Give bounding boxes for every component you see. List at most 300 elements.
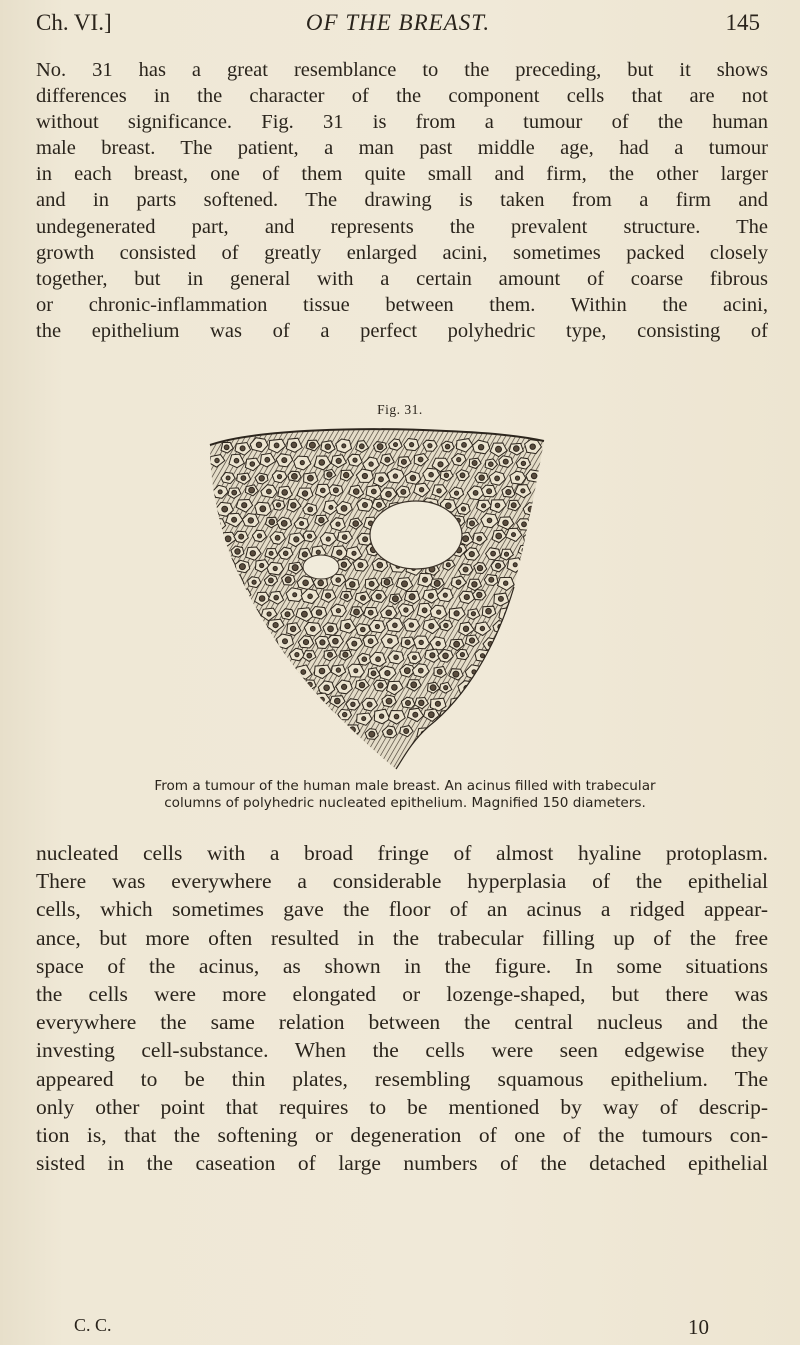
cell-nucleus bbox=[240, 716, 244, 720]
cell-nucleus bbox=[409, 594, 415, 600]
cell-nucleus bbox=[472, 699, 477, 704]
cell-nucleus bbox=[252, 700, 258, 706]
epithelial-cell bbox=[254, 682, 268, 694]
epithelial-cell bbox=[458, 713, 474, 726]
cell-nucleus bbox=[285, 612, 290, 617]
cell-nucleus bbox=[430, 685, 436, 691]
cell-nucleus bbox=[368, 610, 373, 615]
cell-nucleus bbox=[302, 491, 307, 496]
cell-nucleus bbox=[522, 672, 527, 677]
cell-nucleus bbox=[377, 502, 382, 507]
epithelial-cell bbox=[209, 637, 224, 649]
cell-nucleus bbox=[530, 444, 535, 449]
cell-nucleus bbox=[444, 713, 450, 719]
cell-nucleus bbox=[394, 714, 399, 719]
cell-nucleus bbox=[486, 608, 492, 614]
paragraph-2 bbox=[36, 839, 768, 1177]
cell-nucleus bbox=[291, 687, 295, 691]
epithelial-cell bbox=[247, 609, 261, 620]
cell-nucleus bbox=[388, 639, 393, 644]
text-line: nucleated cells with a broad fringe of almost hyaline protoplasm. bbox=[36, 841, 768, 865]
cell-nucleus bbox=[336, 458, 341, 463]
cell-nucleus bbox=[453, 671, 459, 677]
cell-nucleus bbox=[495, 476, 500, 481]
cell-nucleus bbox=[293, 593, 297, 597]
epithelial-cell bbox=[281, 696, 296, 709]
cell-nucleus bbox=[394, 655, 399, 660]
epithelial-cell bbox=[483, 668, 497, 680]
cell-nucleus bbox=[325, 444, 330, 449]
cell-nucleus bbox=[222, 506, 228, 512]
cell-nucleus bbox=[225, 536, 231, 542]
epithelial-cell bbox=[435, 726, 449, 738]
cell-nucleus bbox=[235, 728, 239, 732]
cell-nucleus bbox=[491, 551, 496, 556]
cell-nucleus bbox=[446, 563, 450, 567]
cell-nucleus bbox=[445, 444, 450, 449]
epithelial-cell bbox=[228, 636, 244, 649]
cell-nucleus bbox=[422, 608, 427, 613]
epithelial-cell bbox=[316, 727, 330, 738]
cell-nucleus bbox=[336, 609, 340, 613]
epithelial-cell bbox=[465, 695, 482, 709]
epithelial-cell bbox=[473, 682, 490, 697]
cell-nucleus bbox=[385, 671, 390, 676]
page-number-top: 145 bbox=[725, 10, 760, 35]
cell-nucleus bbox=[487, 489, 492, 494]
cell-nucleus bbox=[469, 552, 474, 557]
cell-nucleus bbox=[443, 653, 449, 659]
cell-nucleus bbox=[404, 608, 408, 612]
epithelial-cell bbox=[214, 549, 228, 561]
cell-nucleus bbox=[290, 626, 295, 631]
cell-nucleus bbox=[478, 445, 483, 450]
cell-nucleus bbox=[494, 656, 499, 661]
cell-nucleus bbox=[528, 506, 534, 512]
cell-nucleus bbox=[371, 671, 376, 676]
cell-nucleus bbox=[318, 580, 324, 586]
cell-nucleus bbox=[530, 713, 535, 718]
cell-nucleus bbox=[392, 596, 398, 602]
cell-nucleus bbox=[503, 459, 508, 464]
epithelial-cell bbox=[210, 666, 224, 678]
cell-nucleus bbox=[413, 712, 418, 717]
cell-nucleus bbox=[281, 521, 287, 527]
epithelial-cell bbox=[502, 698, 516, 709]
cell-nucleus bbox=[321, 488, 326, 493]
cell-nucleus bbox=[342, 444, 346, 448]
cell-nucleus bbox=[235, 549, 240, 554]
cell-nucleus bbox=[310, 626, 315, 631]
epithelial-cell bbox=[511, 592, 523, 603]
cell-nucleus bbox=[472, 461, 477, 466]
cell-nucleus bbox=[434, 580, 440, 586]
cell-nucleus bbox=[504, 552, 508, 556]
cell-nucleus bbox=[379, 714, 383, 718]
epithelial-cell bbox=[498, 664, 514, 677]
cell-nucleus bbox=[376, 657, 381, 662]
cell-nucleus bbox=[252, 637, 257, 642]
cell-nucleus bbox=[282, 458, 287, 463]
cell-nucleus bbox=[498, 596, 503, 601]
cell-nucleus bbox=[514, 446, 520, 452]
cell-nucleus bbox=[291, 503, 296, 508]
cell-nucleus bbox=[226, 656, 230, 660]
hatch-line bbox=[196, 427, 206, 772]
cell-nucleus bbox=[242, 623, 247, 628]
epithelial-cell bbox=[499, 726, 514, 739]
epithelial-cell bbox=[417, 728, 431, 740]
cell-nucleus bbox=[320, 697, 325, 702]
epithelial-cell bbox=[234, 589, 251, 602]
cell-nucleus bbox=[480, 654, 484, 658]
epithelial-cell bbox=[528, 563, 542, 575]
epithelial-cell bbox=[439, 710, 455, 723]
cell-nucleus bbox=[343, 652, 348, 657]
cell-nucleus bbox=[218, 700, 222, 704]
cell-nucleus bbox=[267, 489, 272, 494]
text-line: undegenerated part, and represents the prevalent structure. The bbox=[36, 215, 768, 238]
cell-nucleus bbox=[361, 595, 366, 600]
text-line: the cells were more elongated or lozenge-shaped, but there was bbox=[36, 982, 768, 1007]
cell-nucleus bbox=[353, 458, 357, 462]
cell-nucleus bbox=[423, 577, 428, 582]
cell-nucleus bbox=[240, 446, 245, 451]
paragraph-1 bbox=[36, 57, 768, 344]
cell-nucleus bbox=[489, 577, 494, 582]
epithelial-cell bbox=[212, 574, 229, 587]
cell-nucleus bbox=[454, 491, 458, 495]
cell-nucleus bbox=[472, 582, 477, 587]
cell-nucleus bbox=[269, 578, 274, 583]
cell-nucleus bbox=[437, 489, 441, 493]
cell-nucleus bbox=[239, 564, 245, 570]
text-line: differences in the character of the component cells that are not bbox=[36, 85, 768, 108]
cell-nucleus bbox=[311, 715, 316, 720]
cell-nucleus bbox=[358, 563, 363, 568]
epithelial-cell bbox=[508, 622, 524, 635]
cell-nucleus bbox=[515, 713, 520, 718]
cell-nucleus bbox=[473, 491, 478, 496]
cell-nucleus bbox=[409, 623, 413, 627]
epithelial-cell bbox=[491, 711, 508, 725]
epithelial-cell bbox=[299, 698, 313, 709]
epithelial-cell bbox=[221, 653, 234, 663]
cell-nucleus bbox=[240, 592, 245, 597]
cell-nucleus bbox=[218, 490, 222, 494]
cell-nucleus bbox=[532, 686, 538, 692]
cell-nucleus bbox=[378, 683, 383, 688]
cell-nucleus bbox=[404, 668, 410, 674]
text-line: sisted in the caseation of large numbers of the detached epithelial bbox=[36, 1151, 768, 1176]
cell-nucleus bbox=[444, 686, 448, 690]
cell-nucleus bbox=[522, 701, 528, 707]
cell-nucleus bbox=[454, 731, 460, 737]
cell-nucleus bbox=[337, 550, 342, 555]
cell-nucleus bbox=[463, 536, 469, 542]
cell-nucleus bbox=[276, 503, 280, 507]
cell-nucleus bbox=[282, 490, 288, 496]
cell-nucleus bbox=[522, 731, 526, 735]
cell-nucleus bbox=[392, 685, 398, 691]
cell-nucleus bbox=[249, 487, 255, 493]
epithelial-cell bbox=[252, 622, 265, 634]
cell-nucleus bbox=[260, 715, 264, 719]
epithelial-cell bbox=[331, 727, 343, 737]
cell-nucleus bbox=[531, 594, 536, 599]
cell-nucleus bbox=[512, 533, 516, 537]
text-line: together, but in general with a certain amount of coarse fibrous bbox=[36, 267, 768, 290]
cell-nucleus bbox=[241, 476, 246, 481]
cell-nucleus bbox=[379, 477, 384, 482]
cell-nucleus bbox=[515, 684, 519, 688]
cell-nucleus bbox=[521, 489, 525, 493]
cell-nucleus bbox=[302, 552, 307, 557]
cell-nucleus bbox=[528, 537, 532, 541]
cell-nucleus bbox=[496, 563, 501, 568]
cell-nucleus bbox=[294, 537, 299, 542]
epithelial-cell bbox=[278, 667, 294, 680]
cell-nucleus bbox=[405, 640, 410, 645]
text-line: in each breast, one of them quite small and firm, the other larger bbox=[36, 163, 768, 186]
cell-nucleus bbox=[490, 728, 495, 733]
cell-nucleus bbox=[273, 623, 278, 628]
text-line: everywhere the same relation between the central nucleus and the bbox=[36, 1010, 768, 1035]
cell-nucleus bbox=[258, 685, 264, 691]
cell-nucleus bbox=[260, 506, 266, 512]
epithelial-cell bbox=[227, 665, 241, 677]
cell-nucleus bbox=[410, 443, 414, 447]
cell-nucleus bbox=[477, 592, 482, 597]
epithelial-cell bbox=[265, 666, 278, 677]
epithelial-cell bbox=[519, 605, 533, 617]
epithelial-cell bbox=[226, 696, 242, 709]
epithelial-cell bbox=[222, 594, 235, 605]
epithelial-cell bbox=[516, 639, 530, 650]
cell-nucleus bbox=[234, 579, 238, 583]
cell-nucleus bbox=[506, 490, 511, 495]
cell-nucleus bbox=[231, 668, 236, 673]
cell-nucleus bbox=[532, 566, 537, 571]
cell-nucleus bbox=[361, 627, 366, 632]
epithelial-cell bbox=[450, 728, 466, 741]
cell-nucleus bbox=[521, 461, 525, 465]
epithelial-cell bbox=[468, 724, 483, 736]
cell-nucleus bbox=[269, 642, 273, 646]
hatch-line bbox=[196, 427, 211, 772]
cell-nucleus bbox=[300, 522, 304, 526]
epithelial-cell bbox=[526, 591, 542, 604]
cell-nucleus bbox=[308, 594, 313, 599]
chapter-marker: Ch. VI.] bbox=[36, 10, 112, 35]
cell-nucleus bbox=[430, 653, 435, 658]
cell-nucleus bbox=[377, 444, 383, 450]
epithelial-cell bbox=[508, 679, 525, 693]
cell-nucleus bbox=[363, 537, 368, 542]
cell-nucleus bbox=[226, 562, 231, 567]
cell-nucleus bbox=[345, 623, 350, 628]
cell-nucleus bbox=[269, 551, 273, 555]
cell-nucleus bbox=[406, 701, 411, 706]
cell-nucleus bbox=[341, 562, 346, 567]
cell-nucleus bbox=[428, 444, 432, 448]
epithelial-cell bbox=[476, 713, 491, 725]
cell-nucleus bbox=[446, 503, 452, 509]
cell-nucleus bbox=[335, 698, 341, 704]
cell-nucleus bbox=[369, 462, 373, 466]
epithelial-cell bbox=[510, 710, 523, 721]
figure-caption bbox=[60, 778, 750, 812]
cell-nucleus bbox=[463, 716, 468, 721]
cell-nucleus bbox=[418, 457, 423, 462]
cell-nucleus bbox=[353, 489, 359, 495]
cell-nucleus bbox=[354, 669, 358, 673]
cell-nucleus bbox=[328, 652, 333, 657]
cell-nucleus bbox=[283, 639, 288, 644]
epithelial-cell bbox=[524, 709, 540, 722]
cell-nucleus bbox=[394, 443, 398, 447]
epithelial-cell bbox=[261, 699, 274, 709]
cell-nucleus bbox=[482, 504, 486, 508]
cell-nucleus bbox=[487, 518, 492, 523]
cell-nucleus bbox=[343, 712, 347, 716]
cell-nucleus bbox=[353, 521, 359, 527]
cell-nucleus bbox=[486, 698, 491, 703]
cell-nucleus bbox=[393, 623, 398, 628]
cell-nucleus bbox=[429, 472, 434, 477]
cell-nucleus bbox=[326, 593, 331, 598]
cell-nucleus bbox=[219, 729, 223, 733]
cell-nucleus bbox=[273, 566, 277, 570]
cell-nucleus bbox=[303, 580, 309, 586]
cell-nucleus bbox=[437, 669, 442, 674]
text-line: space of the acinus, as shown in the figure. In some situations bbox=[36, 953, 768, 978]
cell-nucleus bbox=[496, 533, 502, 539]
signature-mark: C. C. bbox=[74, 1315, 112, 1335]
cell-nucleus bbox=[328, 626, 334, 632]
cell-nucleus bbox=[470, 521, 475, 526]
cell-nucleus bbox=[276, 687, 280, 691]
cell-nucleus bbox=[324, 685, 330, 691]
cell-nucleus bbox=[386, 491, 392, 497]
cell-nucleus bbox=[342, 684, 347, 689]
page-number-bottom: 10 bbox=[688, 1315, 709, 1339]
cell-nucleus bbox=[362, 473, 367, 478]
cell-nucleus bbox=[454, 641, 460, 647]
epithelial-cell bbox=[247, 634, 262, 646]
cell-nucleus bbox=[520, 641, 525, 646]
cell-nucleus bbox=[351, 702, 355, 706]
epithelial-cell bbox=[221, 710, 238, 723]
cell-nucleus bbox=[308, 507, 313, 512]
cell-nucleus bbox=[479, 475, 484, 480]
epithelial-cell bbox=[235, 711, 250, 723]
epithelial-cell bbox=[517, 727, 533, 739]
cell-nucleus bbox=[257, 654, 262, 659]
cell-nucleus bbox=[239, 534, 244, 539]
text-line: growth consisted of greatly enlarged acini, sometimes packed closely bbox=[36, 241, 768, 264]
text-line: only other point that requires to be mentioned by way of descrip- bbox=[36, 1094, 768, 1119]
cell-nucleus bbox=[308, 534, 312, 538]
text-line: and in parts softened. The drawing is taken from a firm and bbox=[36, 189, 768, 212]
epithelial-cell bbox=[278, 728, 293, 740]
cell-nucleus bbox=[504, 581, 508, 585]
cell-nucleus bbox=[274, 443, 279, 448]
cell-nucleus bbox=[507, 701, 511, 705]
acinus-lumen bbox=[303, 555, 339, 579]
cell-nucleus bbox=[291, 442, 297, 448]
cell-nucleus bbox=[276, 713, 282, 719]
cell-nucleus bbox=[242, 503, 247, 508]
acinus-lumen bbox=[370, 501, 462, 569]
epithelial-cell bbox=[287, 710, 304, 723]
cell-nucleus bbox=[464, 595, 469, 600]
cell-nucleus bbox=[504, 730, 508, 734]
cell-nucleus bbox=[292, 474, 298, 480]
text-line: ance, but more often resulted in the trabecular filling up of the free bbox=[36, 925, 768, 950]
cell-nucleus bbox=[344, 472, 349, 477]
cell-nucleus bbox=[481, 717, 486, 722]
cell-nucleus bbox=[367, 702, 372, 707]
cell-nucleus bbox=[336, 522, 340, 526]
cell-nucleus bbox=[419, 640, 423, 644]
cell-nucleus bbox=[308, 682, 313, 687]
text-line: tion is, that the softening or degeneration of one of the tumours con- bbox=[36, 1123, 768, 1148]
text-line: appeared to be thin plates, resembling squamous epithelium. The bbox=[36, 1066, 768, 1091]
cell-nucleus bbox=[344, 594, 348, 598]
epithelial-cell bbox=[516, 667, 533, 681]
cell-nucleus bbox=[304, 700, 309, 705]
cell-nucleus bbox=[326, 537, 330, 541]
cell-nucleus bbox=[477, 536, 482, 541]
cell-nucleus bbox=[375, 624, 379, 628]
epithelial-cell bbox=[491, 683, 504, 694]
cell-nucleus bbox=[265, 457, 270, 462]
cell-nucleus bbox=[369, 731, 375, 737]
cell-nucleus bbox=[292, 565, 298, 571]
cell-nucleus bbox=[226, 596, 231, 601]
cell-nucleus bbox=[359, 444, 364, 449]
cell-nucleus bbox=[463, 567, 468, 572]
cell-nucleus bbox=[234, 458, 239, 463]
cell-nucleus bbox=[439, 729, 444, 734]
cell-nucleus bbox=[300, 461, 304, 465]
cell-nucleus bbox=[463, 626, 468, 631]
cell-nucleus bbox=[277, 475, 281, 479]
cell-nucleus bbox=[387, 729, 392, 734]
cell-nucleus bbox=[521, 579, 526, 584]
cell-nucleus bbox=[443, 593, 447, 597]
cell-nucleus bbox=[368, 639, 373, 644]
cell-nucleus bbox=[218, 552, 224, 558]
cell-nucleus bbox=[319, 460, 325, 466]
cell-nucleus bbox=[316, 550, 320, 554]
hatch-line bbox=[546, 427, 556, 772]
cell-nucleus bbox=[333, 488, 338, 493]
cell-nucleus bbox=[419, 700, 424, 705]
cell-nucleus bbox=[369, 581, 374, 586]
cell-nucleus bbox=[293, 714, 298, 719]
cell-nucleus bbox=[418, 668, 423, 673]
cell-nucleus bbox=[283, 551, 288, 556]
cell-nucleus bbox=[335, 729, 341, 735]
cell-nucleus bbox=[284, 671, 288, 675]
epithelial-cell bbox=[264, 726, 279, 739]
cell-nucleus bbox=[256, 625, 260, 629]
cell-nucleus bbox=[376, 594, 381, 599]
epithelial-cell bbox=[248, 697, 263, 709]
cell-nucleus bbox=[231, 701, 235, 705]
